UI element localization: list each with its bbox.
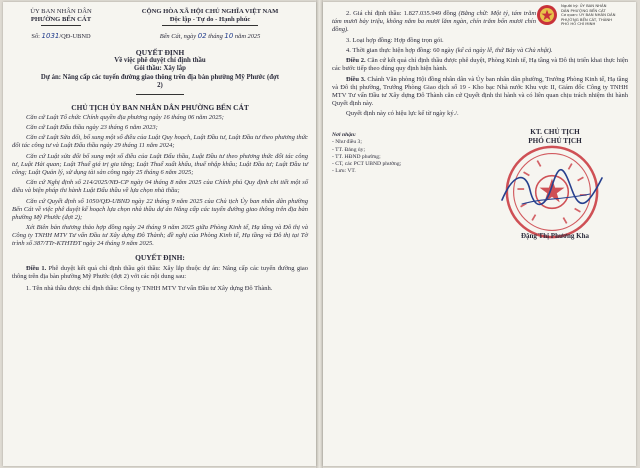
legal-basis-item: Căn cứ Luật Đấu thầu ngày 23 tháng 6 năm 2023; bbox=[26, 124, 158, 132]
legal-basis-item: Căn cứ Luật Sửa đổi, bổ sung một số điều của Luật Quy hoạch, Luật Đầu tư, Luật Đầu tư theo phương thức đối tác công tư và Luật Đấu thầu ngày 29 tháng 11 năm 2024; bbox=[12, 134, 308, 150]
stamp-line: PHỐ HỒ CHÍ MINH bbox=[561, 21, 596, 27]
effect-clause: Quyết định này có hiệu lực kể từ ngày ký./. bbox=[346, 110, 459, 118]
article-1-text: Phê duyệt kết quả chỉ định thầu gói thầu: Xây lắp thuộc dự án: Nâng cấp các tuyến đường giao thông trên địa bàn phường Mỹ Phước (đợt 2) với các nội dung sau: bbox=[12, 265, 309, 281]
recipient-item: - TT. Đảng ủy; bbox=[332, 146, 366, 153]
contract-price: 2. Giá chỉ định thầu: 1.827.035.949 đồng bbox=[346, 10, 457, 18]
contract-duration-note: (kể cả ngày lễ, thứ Bảy và Chủ nhật). bbox=[455, 46, 553, 54]
recipients-list bbox=[332, 132, 401, 175]
motto-underline bbox=[162, 25, 258, 26]
recipient-item: - Lưu: VT. bbox=[332, 168, 356, 175]
digital-signature-stamp bbox=[536, 4, 632, 27]
nation-line-1: CỘNG HÒA XÃ HỘI CHỦ NGHĨA VIỆT NAM bbox=[141, 8, 279, 15]
recipients-heading: Nơi nhận: bbox=[332, 132, 356, 139]
article-3-label: Điều 3. bbox=[346, 75, 366, 83]
handwritten-number: 1031 bbox=[41, 32, 60, 40]
signer-title-1: KT. CHỦ TỊCH bbox=[530, 128, 580, 137]
date-month-word: tháng bbox=[208, 33, 223, 40]
article-3 bbox=[332, 76, 628, 108]
article-2-label: Điều 2. bbox=[346, 57, 366, 65]
number-suffix: /QĐ-UBND bbox=[59, 33, 91, 40]
handwritten-month: 10 bbox=[224, 32, 234, 40]
emblem-icon bbox=[536, 4, 558, 26]
article-1-item-3: 3. Loại hợp đồng: Hợp đồng trọn gói. bbox=[346, 36, 444, 44]
signature-area bbox=[332, 128, 628, 246]
recipient-item: - Như điều 3; bbox=[332, 139, 362, 146]
legal-basis-item: Căn cứ Nghị định số 214/2025/NĐ-CP ngày 04 tháng 8 năm 2025 của Chính phủ Quy định chi tiết một số điều và biện pháp thi hành Luật Đấu thầu về lựa chọn nhà thầu; bbox=[12, 179, 308, 195]
document-page-1 bbox=[3, 2, 316, 466]
stamp-line: Cơ quan: ỦY BAN NHÂN DÂN bbox=[561, 12, 616, 18]
article-1-item-2 bbox=[332, 10, 536, 34]
reference-row bbox=[12, 32, 308, 41]
stamp-line: PHƯỜNG BẾN CÁT, THÀNH bbox=[561, 16, 613, 22]
article-1-label: Điều 1. bbox=[26, 265, 47, 273]
legal-basis-item: Căn cứ Quyết định số 1050/QĐ-UBND ngày 22 tháng 9 năm 2025 của Chủ tịch Ủy ban nhân dân phường Bến Cát về việc phê duyệt kế hoạch lựa chọn nhà thầu dự án Nâng cấp các tuyến đường giao thông trên địa bàn phường Mỹ Phước (đợt 2); bbox=[12, 197, 308, 221]
signer-block bbox=[482, 128, 628, 241]
decide-heading: QUYẾT ĐỊNH: bbox=[135, 253, 185, 263]
contract-duration: 4. Thời gian thực hiện hợp đồng: 60 ngày bbox=[346, 46, 454, 54]
nation-line-2: Độc lập - Tự do - Hạnh phúc bbox=[169, 16, 251, 23]
date-suffix: năm 2025 bbox=[234, 33, 261, 40]
legal-basis-item: Căn cứ Luật Tổ chức Chính quyền địa phương ngày 16 tháng 06 năm 2025; bbox=[26, 113, 224, 121]
decision-heading: QUYẾT ĐỊNH bbox=[135, 48, 185, 57]
authority-underline bbox=[41, 25, 81, 26]
article-1 bbox=[12, 265, 308, 281]
stamp-line: Người ký: ỦY BAN NHÂN bbox=[561, 3, 607, 8]
document-page-2 bbox=[323, 2, 636, 466]
article-2-text: Căn cứ kết quả chỉ định thầu được phê duyệt, Phòng Kinh tế, Hạ tầng và Đô thị triển khai thực hiện các bước tiếp theo đúng quy định hiện hành. bbox=[332, 57, 629, 73]
document-date bbox=[112, 32, 308, 41]
number-prefix: Số: bbox=[31, 33, 40, 40]
signer-title-2: PHÓ CHỦ TỊCH bbox=[528, 136, 582, 145]
stamp-line: DÂN PHƯỜNG BẾN CÁT bbox=[561, 7, 606, 13]
authority-line-1: ỦY BAN NHÂN DÂN bbox=[30, 8, 92, 15]
document-header bbox=[12, 8, 308, 26]
project-name: Dự án: Nâng cấp các tuyến đường giao thông trên địa bàn phường Mỹ Phước (đợt 2) bbox=[40, 73, 280, 90]
chair-heading: CHỦ TỊCH ỦY BAN NHÂN DÂN PHƯỜNG BẾN CÁT bbox=[71, 102, 249, 112]
handwritten-signature-icon bbox=[492, 160, 612, 220]
authority-line-2: PHƯỜNG BẾN CÁT bbox=[30, 16, 92, 23]
recipient-item: - CT, các PCT UBND phường; bbox=[332, 161, 402, 168]
article-2 bbox=[332, 57, 628, 73]
title-rule bbox=[136, 94, 184, 95]
article-3-text: Chánh Văn phòng Hội đồng nhân dân và Ủy ban nhân dân phường, Trưởng Phòng Kinh tế, Hạ tầng và Đô thị phường, Trưởng Phòng Giao dịch số 19 - Kho bạc Nhà nước Khu vực II, Giám đốc Công ty TNHH MTV Tư vấn Đầu tư Xây dựng Đô Thành căn cứ Quyết định thi hành và có liên quan chịu trách nhiệm thi hành Quyết định này. bbox=[332, 75, 629, 107]
legal-bases bbox=[12, 114, 308, 249]
recipient-item: - TT. HĐND phường; bbox=[332, 153, 381, 160]
article-1-item-1: 1. Tên nhà thầu được chỉ định thầu: Công ty TNHH MTV Tư vấn Đầu tư Xây dựng Đô Thành. bbox=[26, 284, 273, 292]
signer-name: Đặng Thị Phương Kha bbox=[520, 232, 590, 241]
legal-basis-item: Xét Biên bản thương thảo hợp đồng ngày 24 tháng 9 năm 2025 giữa Phòng Kinh tế, Hạ tầng và Đô thị và Công ty TNHH MTV Tư vấn Đầu tư Xây dựng Đô Thành; đề nghị của Phòng Kinh tế, Hạ tầng và Đô thị tại Tờ trình số 387/TTr-KTHTĐT ngày 24 tháng 9 năm 2025. bbox=[12, 224, 308, 248]
package-name: Gói thầu: Xây lắp bbox=[134, 65, 186, 73]
legal-basis-item: Căn cứ Luật sửa đổi bổ sung một số điều của Luật Đấu thầu, Luật Đầu tư theo phương thức đối tác công tư, Luật Hải quan; Luật Thuế giá trị gia tăng; Luật Thuế xuất khẩu, thuế nhập khẩu; Luật Đầu tư; Luật Đầu tư công; Luật Quản lý, sử dụng tài sản công ngày 25 tháng 6 năm 2025; bbox=[12, 152, 308, 176]
document-number bbox=[12, 32, 110, 41]
page-gutter bbox=[316, 0, 323, 468]
handwritten-day: 02 bbox=[197, 32, 207, 40]
contract-price-words: (Bằng chữ: Một tỷ, tám trăm tám mươi bảy triệu, không năm ba mươi lăm ngàn, chín trăm bốn mươi chín đồng). bbox=[332, 10, 537, 34]
date-prefix: Bến Cát, ngày bbox=[159, 33, 197, 40]
issuing-authority bbox=[12, 8, 110, 26]
decision-subject: Về việc phê duyệt chỉ định thầu bbox=[114, 57, 206, 64]
national-motto bbox=[112, 8, 308, 26]
decision-title-block bbox=[12, 48, 308, 95]
stamp-text bbox=[561, 4, 615, 27]
article-1-item-4 bbox=[332, 47, 628, 55]
